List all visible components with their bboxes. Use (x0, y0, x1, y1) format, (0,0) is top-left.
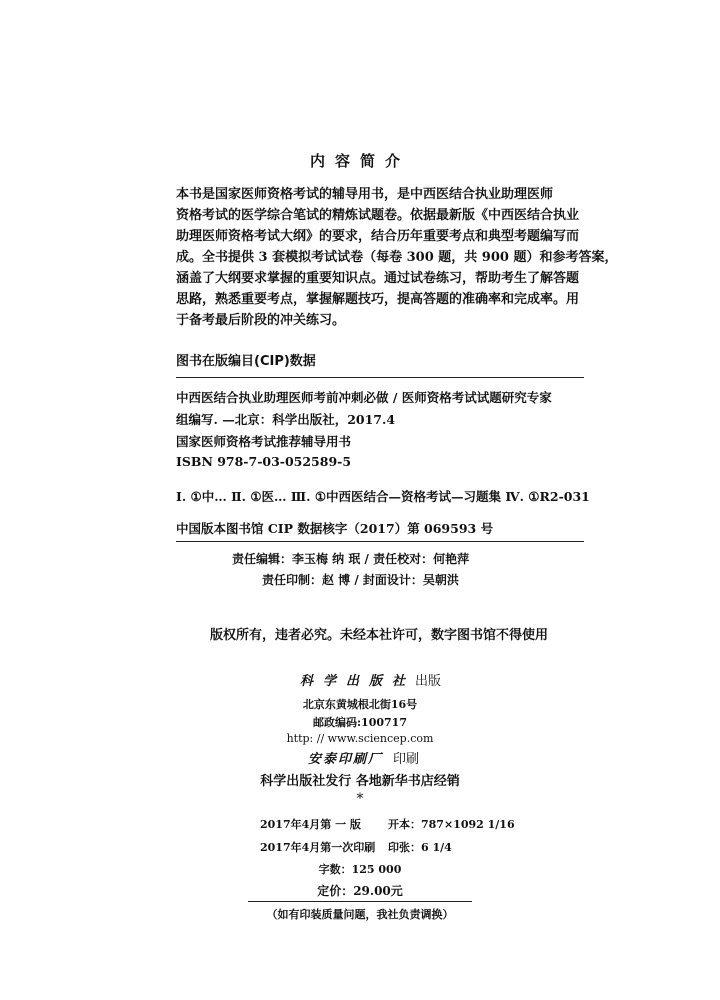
publisher-postcode: 邮政编码:100717 (313, 716, 407, 729)
printer-name: 安泰印刷厂 (308, 752, 384, 767)
quality-note: （如有印装质量问题，我社负责调换） (266, 908, 454, 921)
cip-isbn: ISBN 978-7-03-052589-5 (176, 454, 352, 469)
distribution-line: 科学出版社发行 各地新华书店经销 (260, 774, 460, 789)
intro-line: 思路，熟悉重要考点，掌握解题技巧，提高答题的准确率和完成率。用 (176, 292, 580, 307)
cip-record: 中国版本图书馆 CIP 数据核字（2017）第 069593 号 (176, 521, 494, 536)
price-rule (248, 901, 472, 902)
intro-line: 资格考试的医学综合笔试的精炼试题卷。依据最新版《中西医结合执业 (176, 208, 580, 223)
printer-suffix: 印刷 (393, 752, 420, 767)
intro-line: 于备考最后阶段的冲关练习。 (176, 313, 346, 328)
edition-first-printing: 2017年4月第一次印刷 (260, 841, 376, 854)
publisher-address: 北京东黄城根北街16号 (302, 698, 418, 711)
intro-line: 本书是国家医师资格考试的辅导用书，是中西医结合执业助理医师 (176, 187, 554, 202)
publisher-name: 科学出版社 (300, 674, 416, 689)
cip-title-line: 中西医结合执业助理医师考前冲刺必做 / 医师资格考试试题研究专家 (176, 390, 552, 405)
edition-wordcount: 字数：125 000 (318, 863, 402, 876)
edition-sheets: 印张：6 1/4 (388, 841, 452, 854)
cip-heading: 图书在版编目(CIP)数据 (176, 354, 316, 369)
edition-format: 开本：787×1092 1/16 (388, 818, 515, 831)
intro-line: 助理医师资格考试大纲》的要求，结合历年重要考点和典型考题编写而 (176, 229, 580, 244)
publisher-website: http: // www.sciencep.com (286, 732, 434, 745)
cip-title-line: 组编写. —北京：科学出版社，2017.4 (176, 412, 396, 427)
cip-bottom-rule (176, 541, 584, 542)
price: 定价：29.00元 (317, 884, 403, 898)
intro-line: 成。全书提供 3 套模拟考试试卷（每卷 300 题，共 900 题）和参考答案， (176, 250, 618, 265)
copyright-notice: 版权所有，违者必究。未经本社许可，数字图书馆不得使用 (210, 628, 549, 643)
intro-line: 涵盖了大纲要求掌握的重要知识点。通过试卷练习，帮助考生了解答题 (176, 271, 580, 286)
cip-top-rule (176, 377, 584, 378)
production-credits: 责任印制：赵 博 / 封面设计：吴朝洪 (262, 573, 459, 587)
publisher-line (300, 670, 441, 689)
edition-first-edition: 2017年4月第 一 版 (260, 818, 361, 831)
cip-classification: Ⅰ. ①中… Ⅱ. ①医… Ⅲ. ①中西医结合—资格考试—习题集 Ⅳ. ①R2-031 (176, 489, 590, 504)
publisher-suffix: 出版 (415, 674, 442, 689)
editor-credits: 责任编辑：李玉梅 纳 珉 / 责任校对：何艳萍 (232, 552, 470, 566)
printer-line (308, 748, 419, 767)
intro-title: 内容简介 (309, 152, 410, 170)
cip-series-line: 国家医师资格考试推荐辅导用书 (176, 434, 352, 449)
separator-star: * (356, 791, 364, 807)
